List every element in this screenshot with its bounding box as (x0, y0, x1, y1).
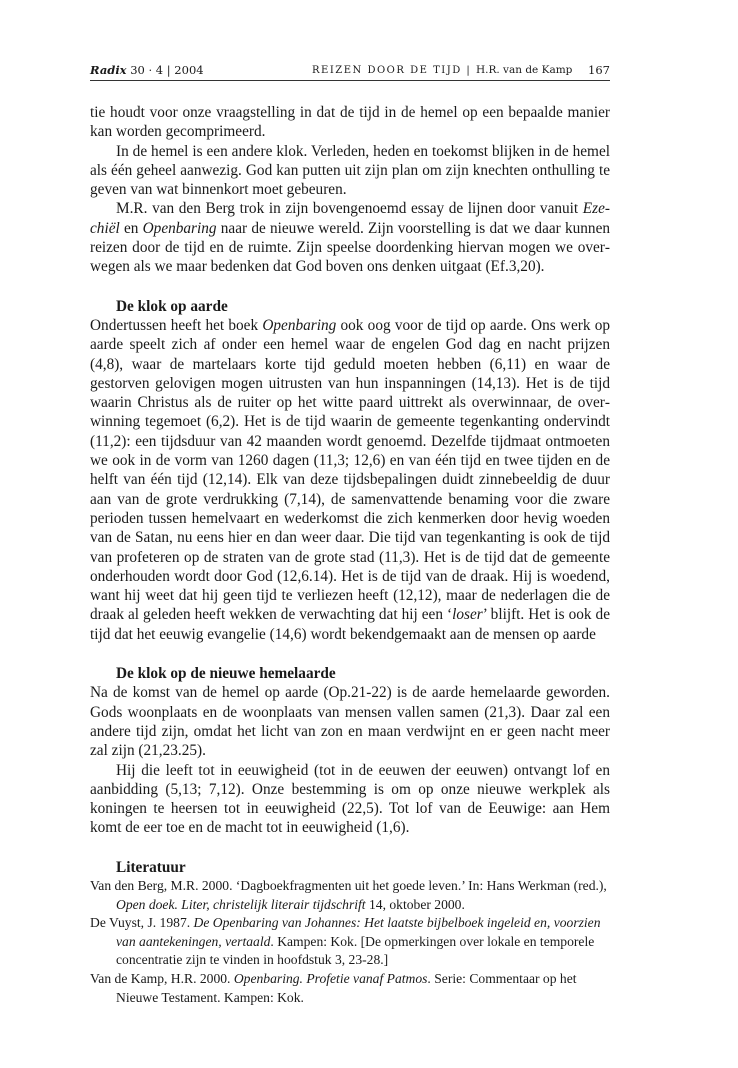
italic-run: De Openbaring van Johannes: Het laatste bijbelboek ingeleid en, voorzien van aantekeningen, vertaald (116, 915, 601, 949)
reference-item (90, 877, 610, 914)
text-run: naar de nieuwe wereld. Zijn voorstelling is dat we daar kunnen reizen door de tijd en de ruimte. Zijn speelse doordenking hiervan mogen we overwegen als we maar bedenken dat God boven ons denken uitgaat (Ef.3,20). (90, 219, 611, 276)
italic-run: loser (452, 606, 483, 624)
issue-info: 30 · 4 | 2004 (130, 63, 204, 77)
reference-list (90, 877, 610, 1007)
italic-run: Openbaring. Profetie vanaf Patmos (233, 970, 428, 986)
italic-run: Open doek. Liter, christelijk literair tijdschrift (116, 896, 366, 912)
italic-run: Openbaring (262, 316, 337, 334)
page-number: 167 (588, 63, 610, 77)
italic-run: Openbaring (142, 219, 217, 237)
text-run: M.R. van den Berg trok in zijn bovengenoemd essay de lijnen door vanuit (116, 200, 583, 218)
text-run: . Serie: Commentaar op het Nieuwe Testament. Kampen: Kok. (116, 970, 577, 1005)
literature-heading: Literatuur (116, 858, 186, 876)
text-run: De Vuyst, J. 1987. (90, 915, 194, 931)
section-heading-klok-aarde: De klok op aarde (116, 297, 228, 315)
section1-paragraph (90, 316, 610, 644)
intro-paragraph-2: In de hemel is een andere klok. Verleden, heden en toekomst blijken in de hemel als één geheel aanwezig. God kan putten uit zijn plan om zijn knechten onthulling te geven van wat binnenkort moet gebeuren. (90, 142, 610, 199)
text-run: Van den Berg, M.R. 2000. ‘Dagboekfragmenten uit het goede leven.’ In: Hans Werkman (red.), (90, 877, 607, 893)
reference-item (90, 914, 610, 970)
reference-item (90, 970, 610, 1007)
text-run: Ondertussen heeft het boek (90, 316, 263, 334)
header-rule (90, 80, 610, 81)
section2-paragraph-1: Na de komst van de hemel op aarde (Op.21-22) is de aarde hemelaarde geworden. Gods woonplaats en de woonplaats van mensen vallen samen (21,3). Daar zal een andere tijd zijn, omdat het licht van zon en maan verdwijnt en er geen nacht meer zal zijn (21,23.25). (90, 684, 610, 760)
text-run: en (119, 219, 143, 237)
text-run: ook oog voor de tijd op aarde. Ons werk op aarde speelt zich af onder een hemel waar de engelen God dag en nacht prijzen (4,8), waar de martelaars korte tijd geduld moeten hebben (6,11) en waar de gestorven gelovigen mogen uitrusten van hun inspanningen (14,13). Het is de tijd waarin Christus als de ruiter op het witte paard uittrekt als overwinnaar, de overwinning tegemoet (6,2). Het is de tijd waarin de gemeente tegenkanting ondervindt (11,2): een tijdsduur van 42 maanden wordt genoemd. Dezelfde tijdmaat ontmoeten we ook in de vorm van 1260 dagen (11,3; 12,6) en van één tijd en twee tijden en de helft van één tijd (12,14). Elk van deze tijdsbepalingen duidt zinnebeeldig de duur aan van de grote verdrukking (7,14), de samenvattende benaming voor die zware perioden tussen hemelvaart en wederkomst die zich kenmerken door hevig woeden van de Satan, nu eens hier en dan weer daar. Die tijd van tegenkanting is ook de tijd van profeteren op de straten van de grote stad (11,3). Het is de tijd dat de gemeente onderhouden wordt door God (12,6.14). Het is de tijd van de draak. Hij is woedend, want hij weet dat hij geen tijd te verliezen heeft (12,12), maar de nederlagen die de draak al geleden heeft wekken de verwachting dat hij een ‘ (90, 316, 610, 624)
spacer (90, 644, 610, 664)
spacer (90, 277, 610, 297)
intro-paragraph-3 (90, 199, 610, 276)
journal-name: Radix (90, 63, 127, 77)
text-run: Van de Kamp, H.R. 2000. (90, 970, 234, 986)
text-run: ’ blijft. Het is ook de tijd dat het eeuwig evangelie (14,6) wordt bekendgemaakt aan de mensen op aarde (90, 606, 610, 643)
running-title (312, 63, 572, 78)
text-run: 14, oktober 2000. (365, 896, 465, 912)
section2-paragraph-2: Hij die leeft tot in eeuwigheid (tot in de eeuwen der eeuwen) ontvangt lof en aanbidding (5,13; 7,12). Onze bestemming is om op onze nieuwe werkplek als koningen te heersen tot in eeuwigheid (22,5). Tot lof van de Eeuwige: aan Hem komt de eer toe en de macht tot in eeuwigheid (1,6). (90, 761, 610, 837)
text-run: . Kampen: Kok. [De opmerkingen over lokale en temporele concentratie zijn te vinden in hoofdstuk 3, 23-28.] (116, 933, 595, 968)
article-body (90, 103, 610, 1007)
running-author: H.R. van de Kamp (475, 64, 573, 76)
journal-info (90, 63, 204, 77)
running-header (90, 63, 610, 77)
spacer (90, 838, 610, 858)
intro-paragraph-1: tie houdt voor onze vraagstelling in dat de tijd in de hemel op een bepaalde manier kan worden gecomprimeerd. (90, 104, 610, 141)
section-heading-klok-hemelaarde: De klok op de nieuwe hemelaarde (116, 665, 336, 683)
italic-run: Ezechiël (90, 200, 610, 237)
running-title-text: REIZEN DOOR DE TIJD | (312, 65, 472, 76)
